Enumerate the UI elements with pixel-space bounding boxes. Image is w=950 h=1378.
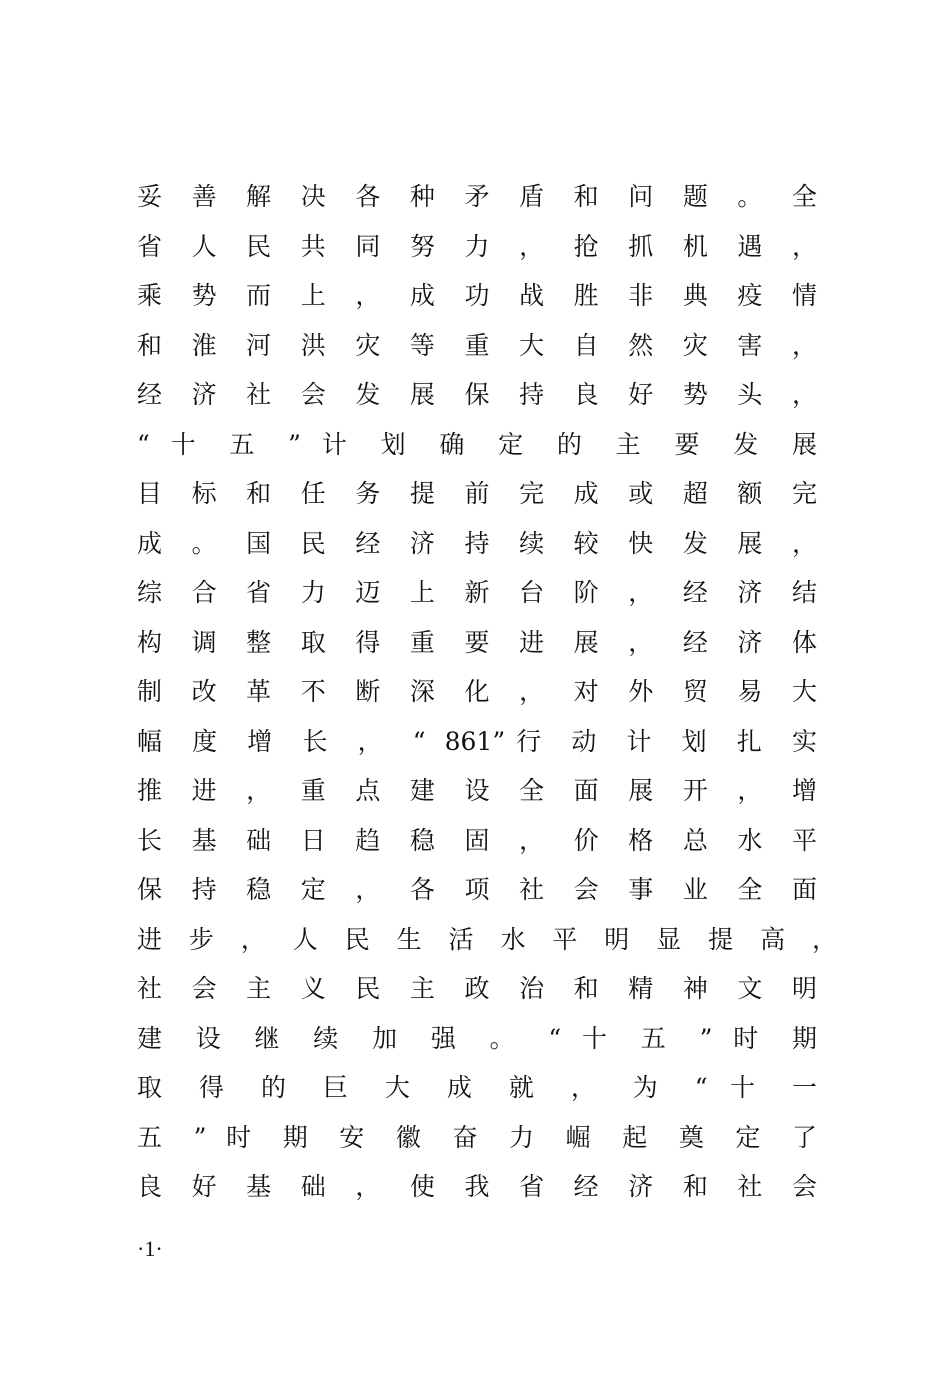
text-line: 制 改 革 不 断 深 化 ， 对 外 贸 易 大 xyxy=(137,677,817,706)
text-line: 妥 善 解 决 各 种 矛 盾 和 问 题 。 全 xyxy=(137,182,817,211)
text-line: 社 会 主 义 民 主 政 治 和 精 神 文 明 xyxy=(137,974,817,1003)
text-line: 推 进 ， 重 点 建 设 全 面 展 开 ， 增 xyxy=(137,776,817,805)
text-line: 综 合 省 力 迈 上 新 台 阶 ， 经 济 结 xyxy=(137,578,817,607)
text-line: 良 好 基 础 ， 使 我 省 经 济 和 社 会 xyxy=(137,1172,817,1201)
text-line: 进 步 ， 人 民 生 活 水 平 明 显 提 高 ， xyxy=(137,924,837,954)
page-number: ·1· xyxy=(137,1236,163,1261)
text-line: 和 淮 河 洪 灾 等 重 大 自 然 灾 害 ， xyxy=(137,330,817,360)
text-line: 幅 度 增 长 ， “ 861”行 动 计 划 扎 实 xyxy=(137,726,817,756)
text-line: 保 持 稳 定 ， 各 项 社 会 事 业 全 面 xyxy=(137,875,817,904)
text-line: 五 ” 时 期 安 徽 奋 力 崛 起 奠 定 了 xyxy=(137,1122,817,1152)
text-line: 省 人 民 共 同 努 力 ， 抢 抓 机 遇 ， xyxy=(137,231,817,261)
text-line: 取 得 的 巨 大 成 就 ， 为 “ 十 一 xyxy=(137,1073,817,1102)
text-line: 建 设 继 续 加 强 。 “ 十 五 ” 时 期 xyxy=(137,1023,817,1053)
text-line: 构 调 整 取 得 重 要 进 展 ， 经 济 体 xyxy=(137,627,817,657)
text-line: 长 基 础 日 趋 稳 固 ， 价 格 总 水 平 xyxy=(137,825,817,855)
text-line: 乘 势 而 上 ， 成 功 战 胜 非 典 疫 情 xyxy=(137,281,817,310)
text-line: “ 十 五 ” 计 划 确 定 的 主 要 发 展 xyxy=(137,429,817,459)
text-line: 经 济 社 会 发 展 保 持 良 好 势 头 ， xyxy=(137,380,817,409)
text-line: 目 标 和 任 务 提 前 完 成 或 超 额 完 xyxy=(137,479,817,508)
body-text xyxy=(137,172,837,1212)
text-line: 成 。 国 民 经 济 持 续 较 快 发 展 ， xyxy=(137,528,817,558)
